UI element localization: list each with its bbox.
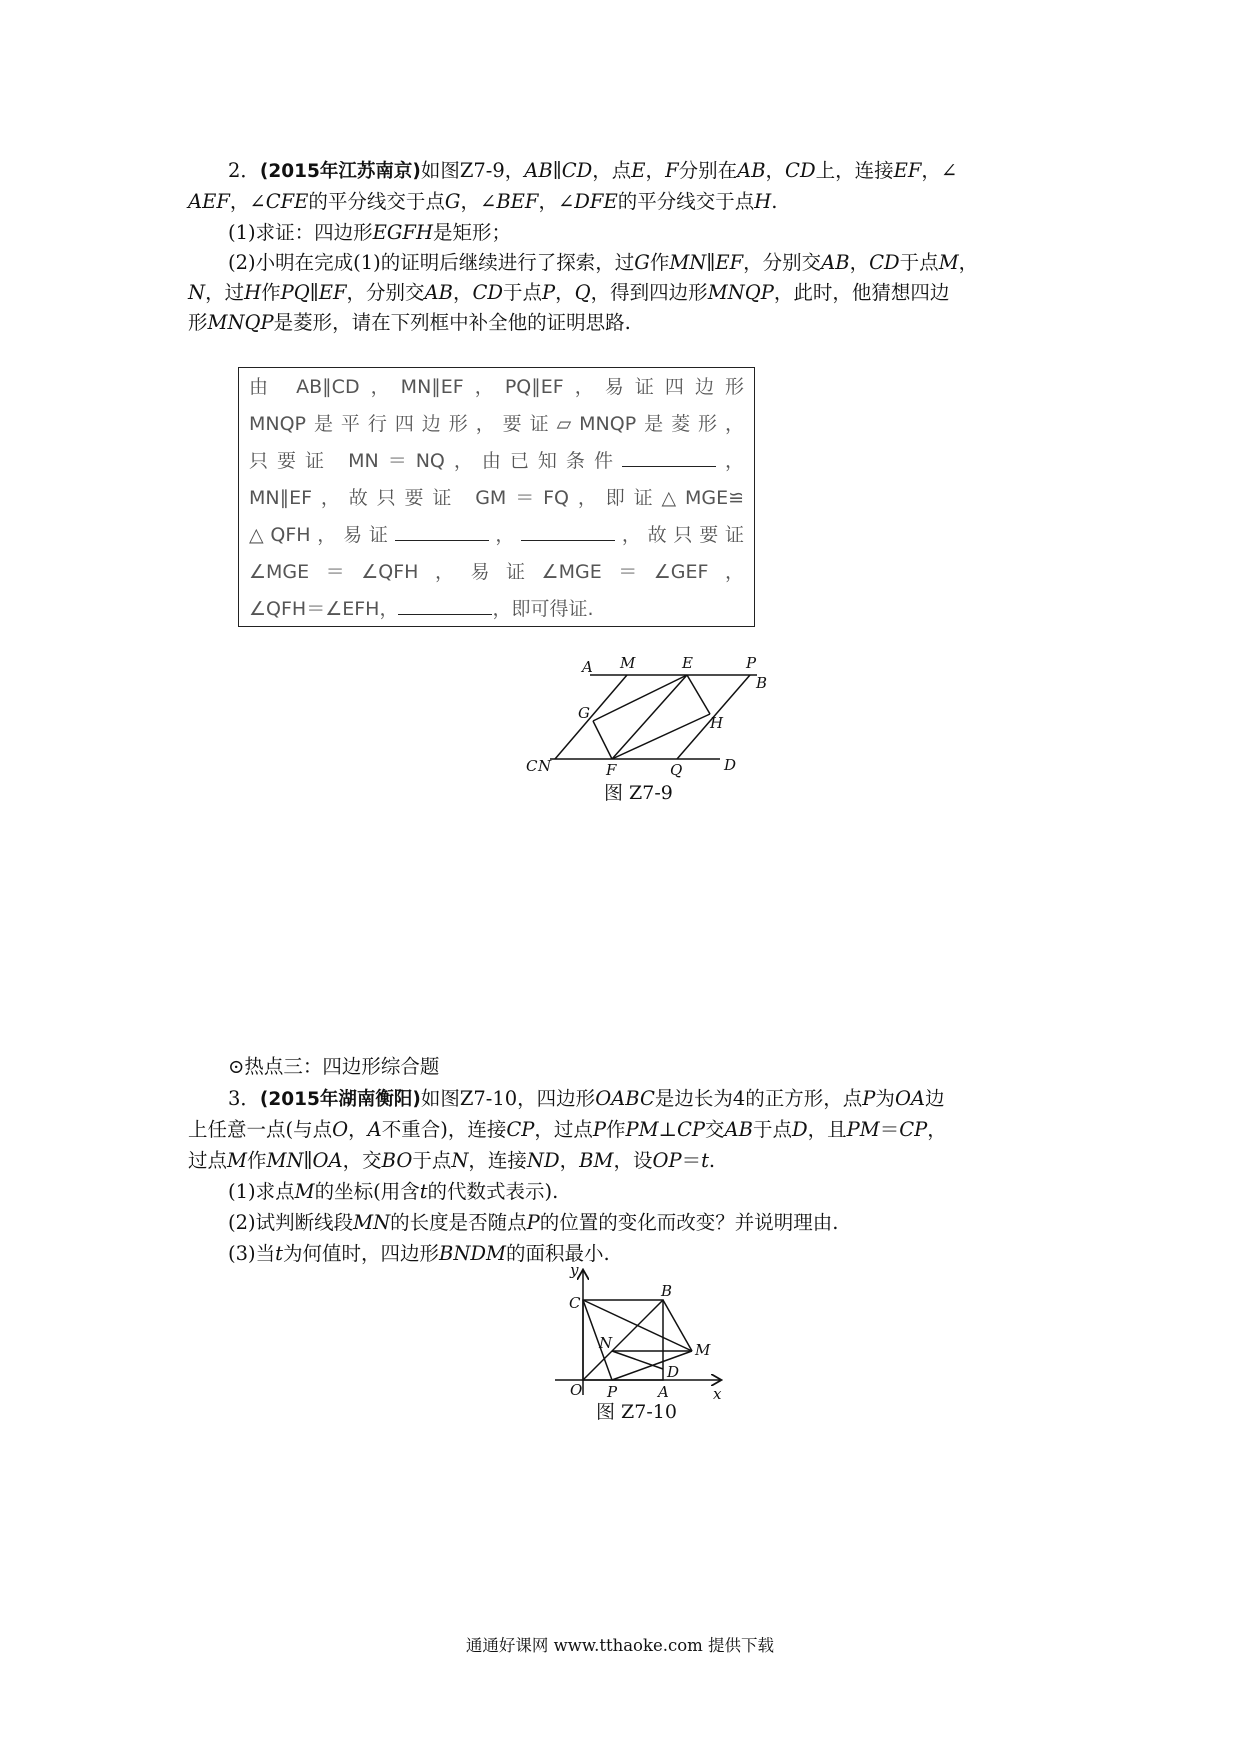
- label-c: C: [569, 1294, 581, 1312]
- label-f: F: [606, 761, 617, 779]
- label-n: N: [538, 757, 552, 775]
- hint-line-5: △QFH，易证 ， ，故只要证: [249, 524, 744, 546]
- label-a: A: [658, 1383, 669, 1400]
- hint-line-3: 只要证 MN＝NQ，由已知条件 ，: [249, 450, 744, 472]
- q2-part-2: (2)小明在完成(1)的证明后继续进行了探索，过G作MN∥EF，分别交AB，CD于点M，: [228, 251, 979, 274]
- label-o: O: [570, 1381, 583, 1399]
- label-h: H: [710, 714, 724, 732]
- q3-line-1: 3．(2015年湖南衡阳)如图Z7-10，四边形OABC是边长为4的正方形，点P为OA边: [228, 1087, 945, 1110]
- line-mn: [555, 675, 627, 759]
- hint-line-2: MNQP是平行四边形，要证▱MNQP是菱形，: [249, 413, 744, 435]
- label-y: y: [570, 1265, 579, 1279]
- figure-z7-10: [555, 1265, 735, 1400]
- label-m: M: [695, 1341, 711, 1359]
- label-d: D: [724, 756, 737, 774]
- q2-part-2-end: 形MNQP是菱形，请在下列框中补全他的证明思路.: [188, 311, 631, 334]
- answer-blank-4[interactable]: [398, 600, 492, 615]
- line-eh: [687, 675, 710, 714]
- label-a: A: [582, 658, 593, 676]
- q2-line-1: 2．(2015年江苏南京)如图Z7-9，AB∥CD，点E，F分别在AB，CD上，连接EF，∠: [228, 159, 958, 182]
- label-d: D: [667, 1363, 680, 1381]
- q3-line-3: 过点M作MN∥OA，交BO于点N，连接ND，BM，设OP＝t.: [188, 1149, 716, 1172]
- label-p: P: [746, 654, 757, 672]
- label-x: x: [713, 1385, 722, 1400]
- label-b: B: [756, 674, 768, 692]
- segment-bm: [663, 1300, 692, 1351]
- page-footer: 通通好课网 www.tthaoke.com 提供下载: [465, 1636, 775, 1655]
- hint-line-7: ∠QFH＝∠EFH， ，即可得证.: [249, 598, 594, 620]
- q3-line-2: 上任意一点(与点O，A不重合)，连接CP，过点P作PM⊥CP交AB于点D，且PM＝CP，: [188, 1118, 947, 1141]
- q2-part-2-cont: N，过H作PQ∥EF，分别交AB，CD于点P，Q，得到四边形MNQP，此时，他猜想四边: [188, 281, 950, 304]
- hint-line-6: ∠MGE＝∠QFH，易证∠MGE＝∠GEF，: [249, 561, 744, 583]
- line-gf: [593, 721, 612, 759]
- figure-z7-9-caption: 图 Z7-9: [604, 782, 673, 804]
- hint-line-1: 由 AB∥CD，MN∥EF，PQ∥EF，易证四边形: [249, 376, 744, 398]
- q3-sub-3: (3)当t为何值时，四边形BNDM的面积最小.: [228, 1242, 610, 1265]
- label-m: M: [620, 654, 636, 672]
- q3-sub-2: (2)试判断线段MN的长度是否随点P的位置的变化而改变？并说明理由.: [228, 1211, 839, 1234]
- figure-z7-9: [520, 650, 770, 780]
- answer-blank-1[interactable]: [622, 452, 716, 467]
- line-hf: [612, 714, 710, 759]
- proof-hint-box: [238, 367, 755, 627]
- hint-line-4: MN∥EF，故只要证 GM＝FQ，即证△MGE≌: [249, 487, 744, 509]
- line-ef: [612, 675, 687, 759]
- label-b: B: [661, 1282, 673, 1300]
- segment-nd: [612, 1351, 663, 1369]
- label-e: E: [682, 654, 693, 672]
- diagonal-ob: [583, 1300, 663, 1380]
- section-heading: ⊙热点三：四边形综合题: [228, 1055, 440, 1078]
- figure-z7-10-caption: 图 Z7-10: [596, 1401, 677, 1423]
- q2-part-1: (1)求证：四边形EGFH是矩形；: [228, 221, 511, 244]
- answer-blank-3[interactable]: [521, 526, 615, 541]
- q2-line-2: AEF，∠CFE的平分线交于点G，∠BEF，∠DFE的平分线交于点H.: [188, 190, 778, 213]
- q3-sub-1: (1)求点M的坐标(用含t的代数式表示).: [228, 1180, 559, 1203]
- label-n: N: [599, 1334, 613, 1352]
- label-p: P: [607, 1383, 618, 1400]
- answer-blank-2[interactable]: [395, 526, 489, 541]
- label-c: C: [526, 757, 538, 775]
- label-g: G: [578, 704, 590, 722]
- label-q: Q: [670, 761, 683, 779]
